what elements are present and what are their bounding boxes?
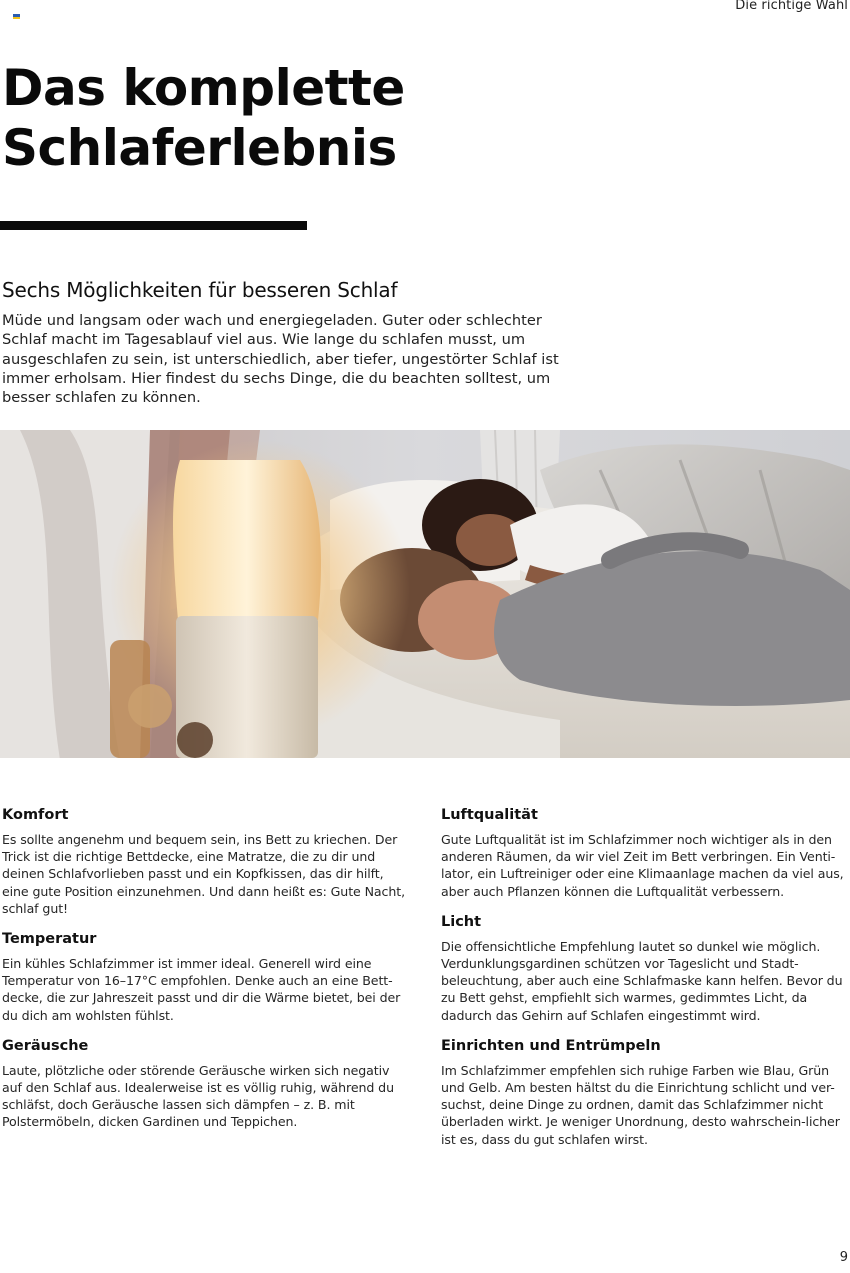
section-body: Ein kühles Schlafzimmer ist immer ideal. Generell wird eine Temperatur von 16–17°C empfohlen. Denke auch an eine Bett-decke, die zur Jahreszeit passt und dir die Wärme bietet, bei der du dich am wohlsten fühlst.: [2, 956, 401, 1023]
section-heading: Geräusche: [2, 1037, 89, 1054]
running-head: Die richtige Wahl: [735, 0, 848, 13]
bedroom-couple-photo: [0, 430, 850, 758]
section-einrichten: [441, 1037, 850, 1148]
section-heading: Komfort: [2, 807, 69, 823]
left-column: [2, 806, 412, 1144]
section-body: Laute, plötzliche oder störende Geräusche wirken sich negativ auf den Schlaf aus. Idealerweise ist es völlig ruhig, während du schläfst, doch Geräusche lassen sich dämpfen – z. B. mit Polstermöbeln, dicken Gardinen und Teppichen.: [2, 1062, 394, 1130]
subheading: Sechs Möglichkeiten für besseren Schlaf: [2, 278, 398, 302]
section-heading: Luftqualität: [441, 807, 538, 823]
section-body: Die offensichtliche Empfehlung lautet so dunkel wie möglich. Verdunklungsgardinen schützen vor Tageslicht und Stadt-beleuchtung, aber auch eine Schlafmaske kann helfen. Bevor du zu Bett gehst, empfiehlt sich warmes, gedimmtes Licht, da dadurch das Gehirn auf Schlafen eingestimmt wird.: [441, 938, 843, 1023]
section-licht: [441, 913, 850, 1024]
section-geraeusche: [2, 1037, 412, 1131]
section-luftqualitaet: [441, 806, 850, 900]
intro-paragraph: Müde und langsam oder wach und energiegeladen. Guter oder schlechter Schlaf macht im Tagesablauf viel aus. Wie lange du schlafen musst, um ausgeschlafen zu sein, ist unterschiedlich, aber tiefer, ungestörter Schlaf ist immer erholsam. Hier findest du sechs Dinge, die du beachten solltest, um besser schlafen zu können.: [2, 312, 559, 407]
page-title: [2, 58, 405, 178]
section-temperatur: [2, 930, 412, 1024]
page-title-line-2: Schlaferlebnis: [2, 119, 397, 177]
section-heading: Einrichten und Entrümpeln: [441, 1037, 661, 1054]
section-heading: Licht: [441, 913, 482, 930]
section-body: Im Schlafzimmer empfehlen sich ruhige Farben wie Blau, Grün und Gelb. Am besten hältst du die Einrichtung schlicht und ver-suchst, deine Dinge zu ordnen, damit das Schlafzimmer nicht überladen wirkt. Je weniger Unordnung, desto wahrschein-licher ist es, dass du gut schlafen wirst.: [441, 1062, 840, 1147]
page-title-line-1: Das komplette: [2, 59, 405, 117]
right-column: [441, 806, 850, 1161]
section-body: Es sollte angenehm und bequem sein, ins Bett zu kriechen. Der Trick ist die richtige Bettdecke, eine Matratze, die zu dir und deinen Schlafvorlieben passt und ein Kopfkissen, das dir hilft, eine gute Position einzunehmen. Und dann heißt es: Gute Nacht, schlaf gut!: [2, 832, 405, 916]
page-number: 9: [839, 1250, 848, 1265]
flag-icon: [13, 14, 20, 19]
title-rule: [0, 221, 307, 230]
section-body: Gute Luftqualität ist im Schlafzimmer noch wichtiger als in den anderen Räumen, da wir viel Zeit im Bett verbringen. Ein Venti-lator, ein Luftreiniger oder eine Klimaanlage machen da viel aus, aber auch Pflanzen können die Luftqualität verbessern.: [441, 832, 844, 899]
section-heading: Temperatur: [2, 931, 97, 948]
section-komfort: [2, 806, 412, 917]
